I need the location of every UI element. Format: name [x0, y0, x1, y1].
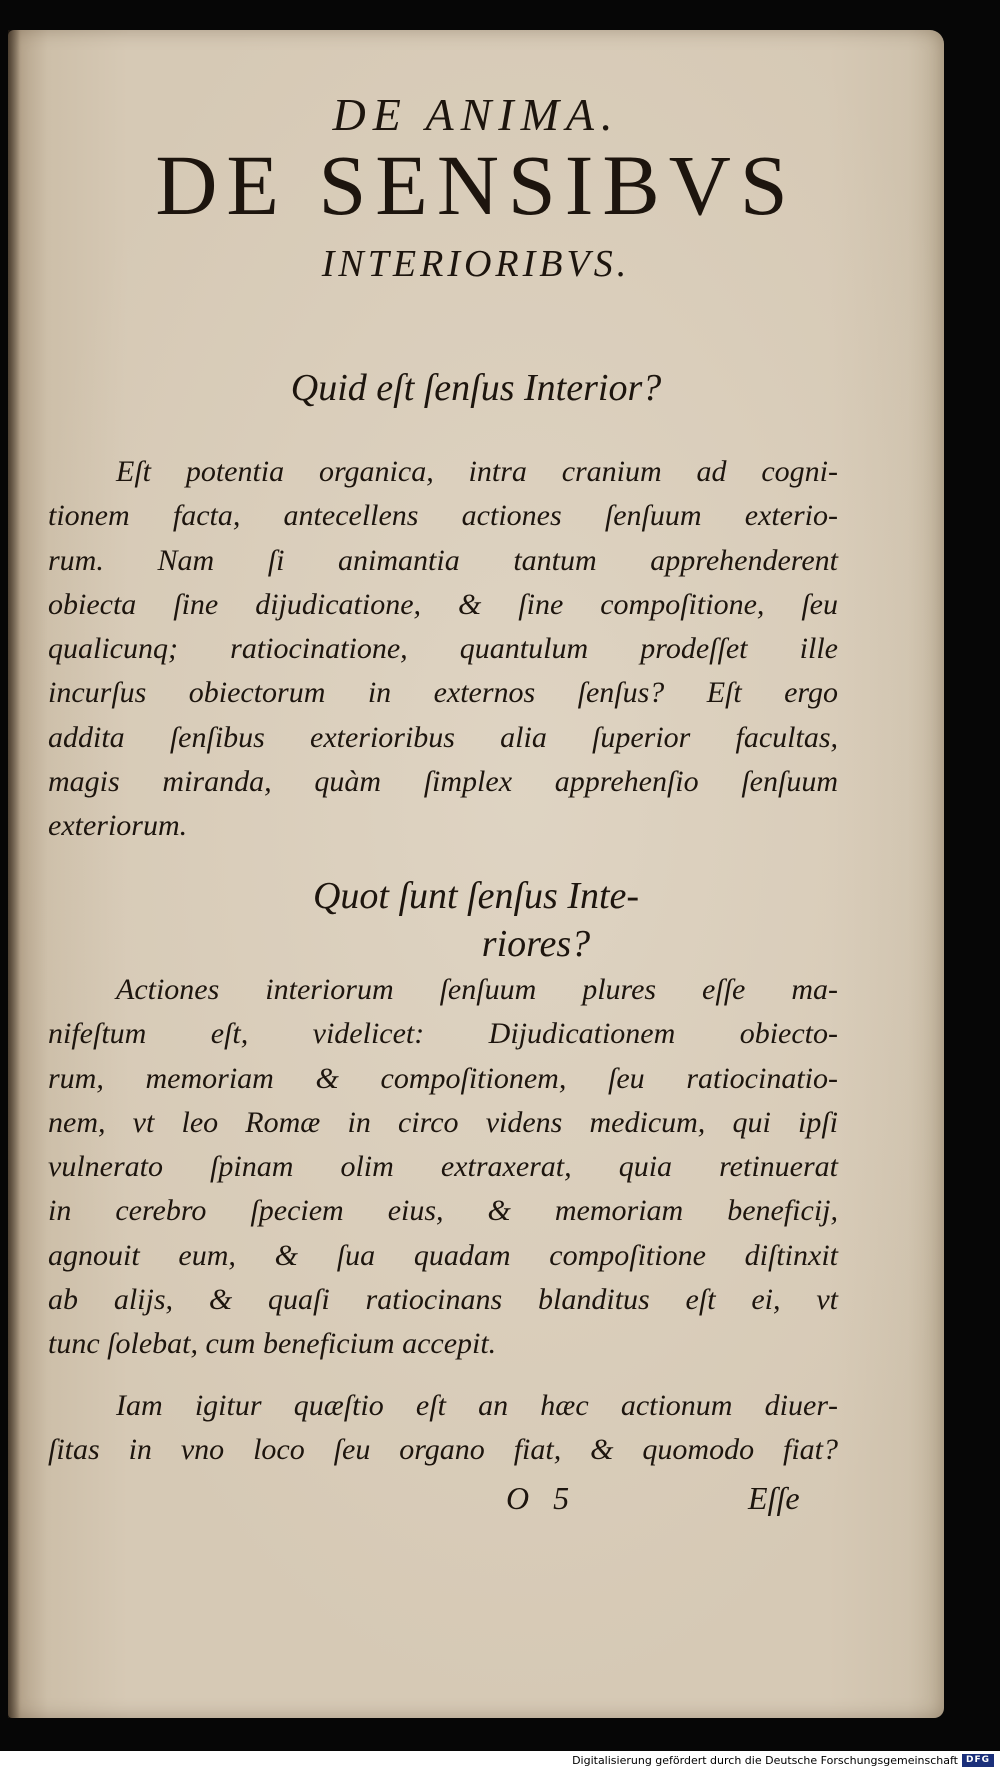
- text-line: addita ſenſibus exterioribus alia ſuperior facultas,: [48, 720, 838, 754]
- text-line: qualicunq; ratiocinatione, quantulum prodeſſet ille: [48, 632, 838, 666]
- text-line: agnouit eum, & ſua quadam compoſitione diſtinxit: [48, 1238, 838, 1272]
- catchword: Eſſe: [748, 1480, 800, 1516]
- text-line: tunc ſolebat, cum beneficium accepit.: [48, 1327, 497, 1361]
- text-line: nem, vt leo Romæ in circo videns medicum, qui ipſi: [48, 1105, 838, 1139]
- signature-mark: O 5: [506, 1480, 578, 1516]
- paragraph-3: [48, 1384, 838, 1473]
- text-line: Eſt potentia organica, intra cranium ad cogni‑: [116, 455, 838, 488]
- question-heading-1: Quid eſt ſenſus Interior?: [290, 367, 662, 409]
- text-line: vulnerato ſpinam olim extraxerat, quia retinuerat: [48, 1150, 838, 1184]
- spine-shadow: [8, 30, 20, 1718]
- paragraph-2: [48, 968, 838, 1367]
- footer-credit: Digitalisierung gefördert durch die Deutsche Forschungsgemeinschaft: [572, 1754, 958, 1767]
- question-heading-2: [8, 872, 944, 968]
- chapter-subtitle: INTERIORIBVS.: [321, 243, 631, 285]
- text-line: nifeſtum eſt, videlicet: Dijudicationem obiecto‑: [48, 1017, 838, 1051]
- dfg-logo: DFG: [962, 1754, 994, 1767]
- question-heading-2-line-2: riores?: [481, 923, 591, 965]
- running-head: DE ANIMA.: [332, 89, 620, 140]
- text-line: obiecta ſine dijudicatione, & ſine compoſitione, ſeu: [48, 587, 838, 621]
- text-line: rum, memoriam & compoſitionem, ſeu ratiocinatio‑: [48, 1061, 838, 1095]
- book-page: [8, 30, 944, 1718]
- text-line: in cerebro ſpeciem eius, & memoriam beneficij,: [48, 1194, 838, 1228]
- text-line: ab alijs, & quaſi ratiocinans blanditus eſt ei, vt: [48, 1283, 838, 1317]
- text-line: rum. Nam ſi animantia tantum apprehenderent: [48, 543, 838, 577]
- question-heading-2-line-1: Quot ſunt ſenſus Inte‑: [312, 875, 640, 917]
- text-line: magis miranda, quàm ſimplex apprehenſio ſenſuum: [48, 765, 838, 799]
- paragraph-1: [48, 450, 838, 849]
- footer-bar: [0, 1751, 1000, 1771]
- chapter-title: DE SENSIBVS: [155, 137, 797, 233]
- text-line: tionem facta, antecellens actiones ſenſuum exterio‑: [48, 499, 838, 533]
- text-line: incurſus obiectorum in externos ſenſus? Eſt ergo: [48, 676, 838, 710]
- text-line: ſitas in vno loco ſeu organo fiat, & quomodo fiat?: [48, 1433, 838, 1467]
- text-line: Iam igitur quæſtio eſt an hæc actionum diuer‑: [116, 1389, 838, 1422]
- text-line: exteriorum.: [48, 809, 188, 843]
- text-line: Actiones interiorum ſenſuum plures eſſe ma‑: [116, 973, 838, 1006]
